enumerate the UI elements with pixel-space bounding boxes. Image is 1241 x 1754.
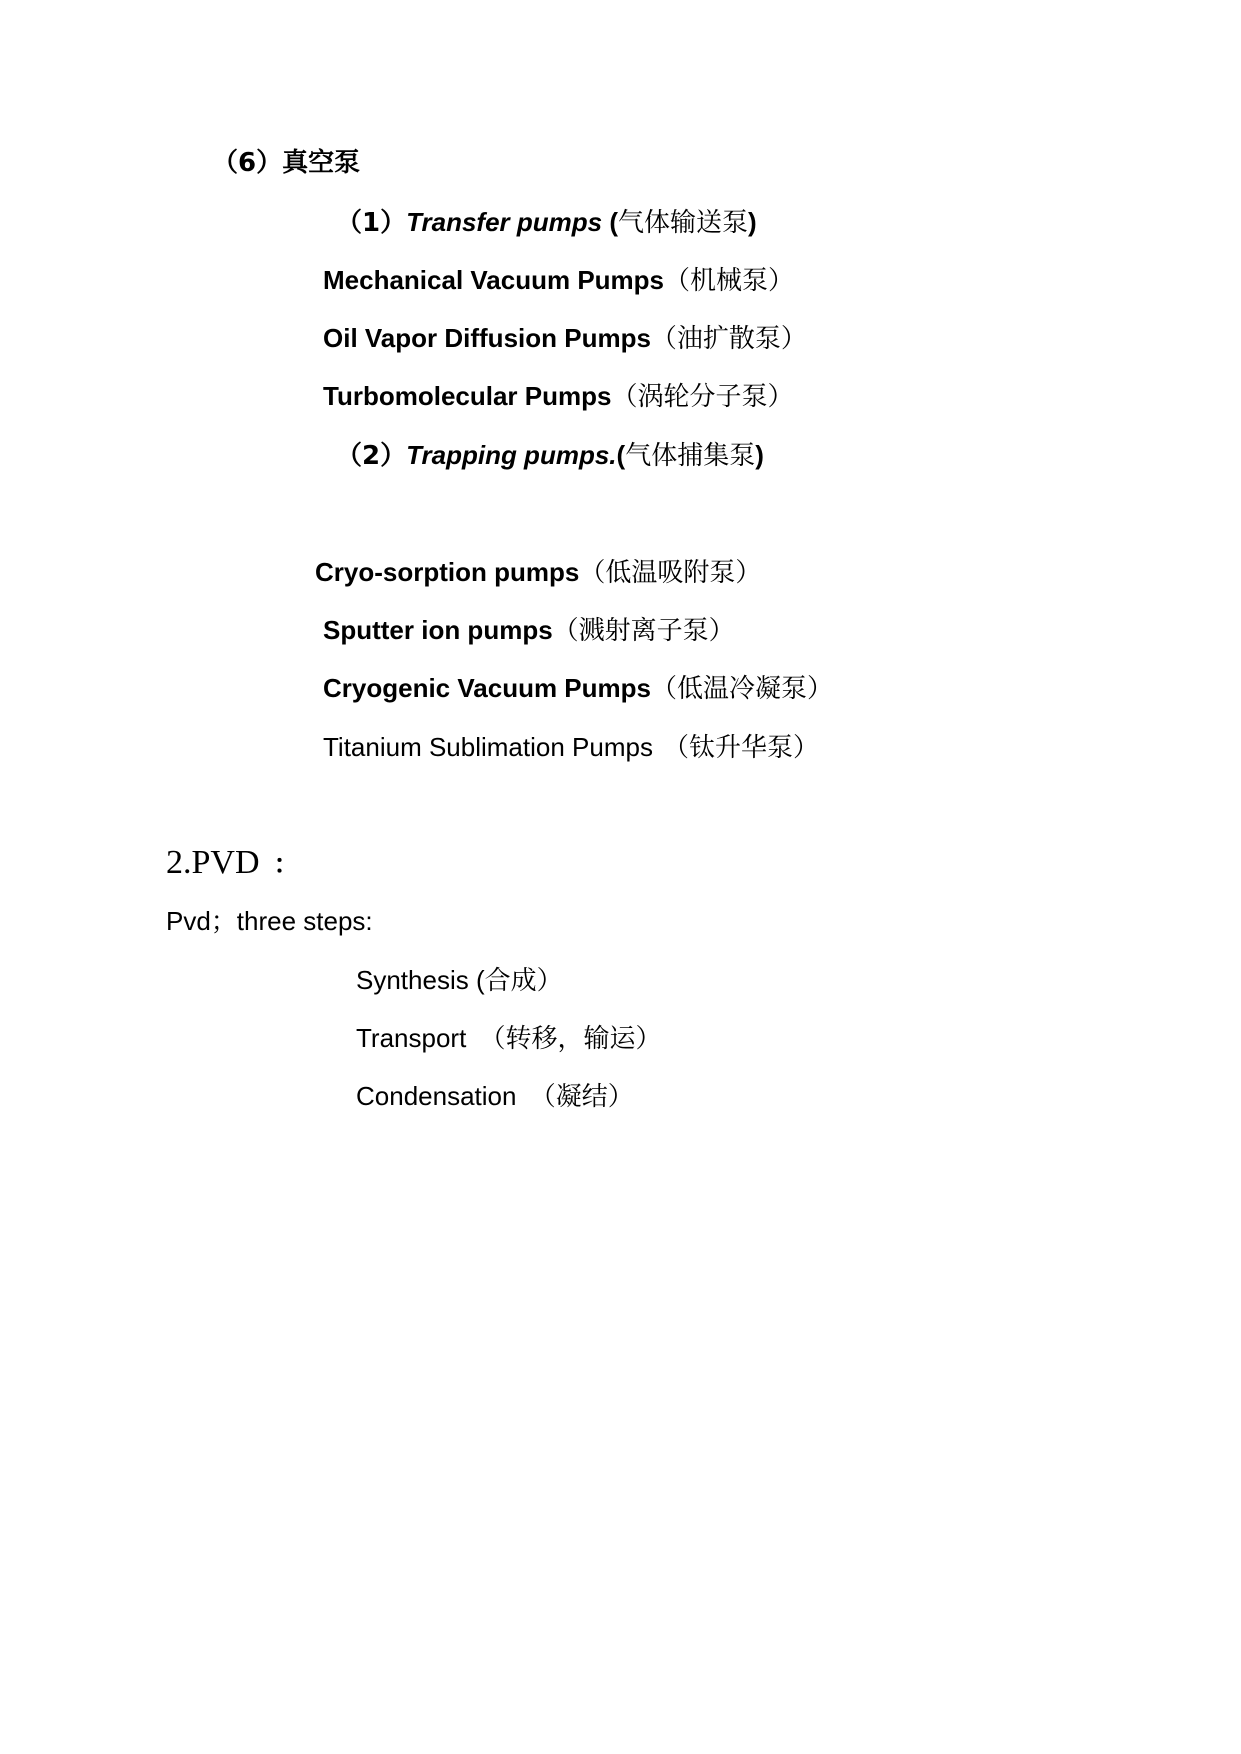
- step-cn: 合成）: [484, 966, 563, 996]
- step-en: Synthesis (: [356, 965, 485, 995]
- item-en: Mechanical Vacuum Pumps: [323, 265, 665, 295]
- step-cn: （转移，输运）: [479, 1024, 662, 1054]
- list-item-mechanical-vacuum-pumps: [323, 263, 794, 298]
- transfer-title: Transfer pumps: [406, 207, 603, 237]
- transfer-prefix: （1）: [336, 208, 407, 238]
- trapping-paren-close: ): [755, 440, 764, 470]
- pvd-step-condensation: [356, 1079, 634, 1114]
- item-cn: （钛升华泵）: [662, 733, 819, 763]
- item-cn: （涡轮分子泵）: [611, 382, 794, 412]
- section-heading-vacuum-pumps: （6）真空泵: [212, 148, 361, 178]
- item-cn: （油扩散泵）: [650, 324, 807, 354]
- item-en: Oil Vapor Diffusion Pumps: [323, 323, 651, 353]
- step-cn: （凝结）: [529, 1082, 634, 1112]
- list-item-turbomolecular-pumps: [323, 379, 793, 414]
- transfer-paren-open: (: [602, 207, 618, 237]
- item-en: Sputter ion pumps: [323, 615, 553, 645]
- pvd-step-transport: [356, 1021, 662, 1056]
- pvd-intro: Pvd；three steps:: [166, 906, 373, 936]
- item-en: Cryo-sorption pumps: [315, 557, 580, 587]
- trapping-paren-open: (: [616, 440, 626, 470]
- step-en: Condensation: [356, 1081, 524, 1111]
- list-item-cryogenic-vacuum-pumps: [323, 671, 833, 706]
- item-en: Cryogenic Vacuum Pumps: [323, 673, 651, 703]
- list-item-cryo-sorption-pumps: [315, 555, 761, 590]
- transfer-cn: 气体输送泵: [618, 208, 749, 238]
- transfer-paren-close: ): [748, 207, 757, 237]
- trapping-cn: 气体捕集泵: [625, 441, 756, 471]
- list-item-titanium-sublimation-pumps: [323, 730, 819, 765]
- pvd-heading-text: 2.PVD: [166, 844, 260, 881]
- trapping-prefix: （2）: [336, 441, 407, 471]
- pvd-step-synthesis: [356, 963, 563, 998]
- section-heading-pvd: [166, 843, 300, 885]
- pvd-heading-colon: ：: [273, 850, 300, 880]
- item-cn: （低温吸附泵）: [579, 558, 762, 588]
- subheading-transfer-pumps: [336, 205, 757, 240]
- item-en: Turbomolecular Pumps: [323, 381, 612, 411]
- list-item-sputter-ion-pumps: [323, 613, 735, 648]
- subheading-trapping-pumps: [336, 438, 764, 473]
- step-en: Transport: [356, 1023, 474, 1053]
- item-cn: （溅射离子泵）: [552, 616, 735, 646]
- item-cn: （低温冷凝泵）: [650, 674, 833, 704]
- trapping-title: Trapping pumps.: [406, 440, 617, 470]
- item-en: Titanium Sublimation Pumps: [323, 732, 653, 762]
- list-item-oil-vapor-diffusion-pumps: [323, 321, 807, 356]
- item-cn: （机械泵）: [664, 266, 795, 296]
